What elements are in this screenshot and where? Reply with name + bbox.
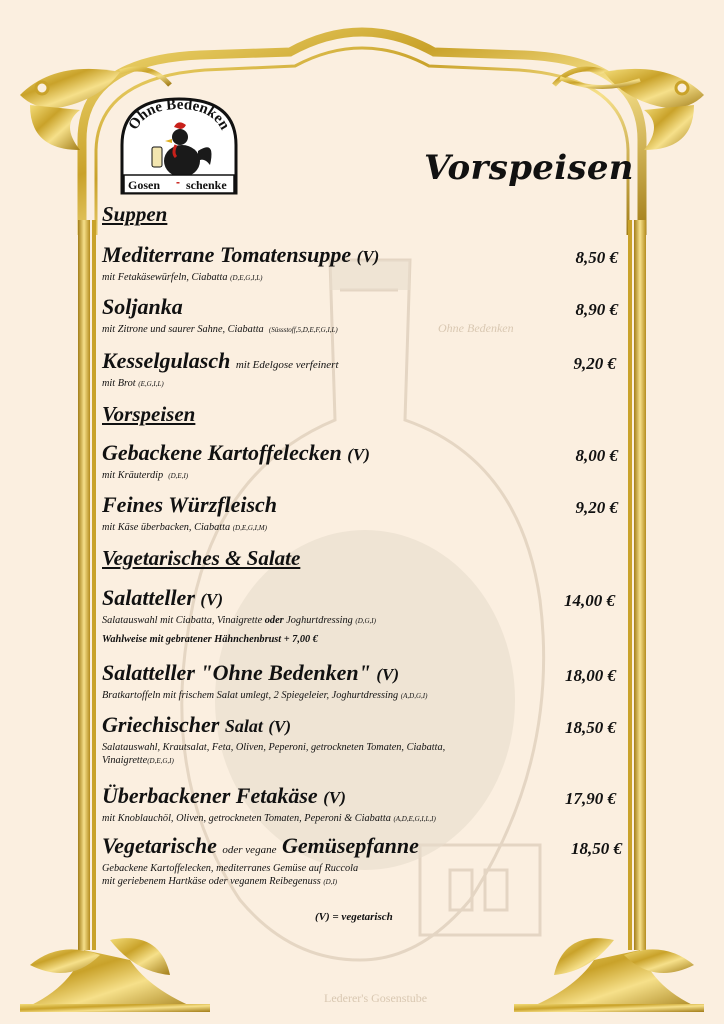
menu-item-price: 8,50 € xyxy=(575,248,618,267)
section-title-vegetarisches: Vegetarisches & Salate xyxy=(102,546,301,570)
menu-item-price: 9,20 € xyxy=(573,354,616,373)
menu-item-name: Überbackener Fetakäse (V) xyxy=(102,783,346,808)
menu-item-price: 9,20 € xyxy=(575,498,618,517)
svg-text:-: - xyxy=(176,175,180,189)
menu-item-name: Salatteller (V) xyxy=(102,585,224,610)
menu-item-name: Griechischer Salat (V) xyxy=(102,712,292,737)
menu-item-description: Salatauswahl, Krautsalat, Feta, Oliven, Peperoni, getrockneten Tomaten, Ciabatta, Vinaigrette(D,E,G,I) xyxy=(102,742,446,766)
menu-item-price: 18,00 € xyxy=(565,666,616,685)
menu-item-description: mit Brot (E,G,I,L) xyxy=(102,378,164,389)
logo-bottom-right: schenke xyxy=(186,178,227,192)
menu-item-name: Vegetarische oder vegane Gemüsepfanne xyxy=(102,833,419,858)
menu-item-name: Gebackene Kartoffelecken (V) xyxy=(102,440,370,465)
logo-bottom-left: Gosen xyxy=(128,178,161,192)
menu-item-price: 18,50 € xyxy=(571,839,622,858)
menu-item-name: Kesselgulasch mit Edelgose verfeinert xyxy=(102,348,339,373)
menu-item-description: mit Kräuterdip (D,E,I) xyxy=(102,470,189,481)
menu-item-extra-option: Wahlweise mit gebratener Hähnchenbrust + 7,00 € xyxy=(102,634,318,645)
menu-item-price: 8,00 € xyxy=(575,446,618,465)
menu-item-price: 14,00 € xyxy=(564,591,615,610)
menu-item-name: Mediterrane Tomatensuppe (V) xyxy=(102,242,380,267)
logo xyxy=(118,95,240,199)
section-title-suppen: Suppen xyxy=(102,202,168,226)
section-title-vorspeisen: Vorspeisen xyxy=(102,402,196,426)
vegetarian-legend: (V) = vegetarisch xyxy=(315,911,393,923)
page-title: Vorspeisen xyxy=(424,148,634,188)
menu-item-description: mit Knoblauchöl, Oliven, getrockneten Tomaten, Peperoni & Ciabatta (A,D,E,G,I,L,I) xyxy=(102,813,436,824)
menu-item-description: mit Zitrone und saurer Sahne, Ciabatta (Süssstoff,5,D,E,F,G,I,L) xyxy=(102,324,338,335)
logo-top-text: Ohne Bedenken xyxy=(125,96,233,133)
menu-item-price: 8,90 € xyxy=(575,300,618,319)
menu-item-name: Feines Würzfleisch xyxy=(102,492,278,517)
menu-item-description: mit Fetakäsewürfeln, Ciabatta (D,E,G,I,L) xyxy=(102,272,263,283)
menu-item-name: Soljanka xyxy=(102,294,183,319)
watermark-caption: Lederer's Gosenstube xyxy=(324,991,428,1005)
menu-item-description: Bratkartoffeln mit frischem Salat umlegt, 2 Spiegeleier, Joghurtdressing (A,D,G,I) xyxy=(102,690,428,701)
menu-item-price: 18,50 € xyxy=(565,718,616,737)
menu-item-description: Gebackene Kartoffelecken, mediterranes Gemüse auf Ruccola mit geriebenem Hartkäse oder veganem Reibegenuss (D,I) xyxy=(102,863,359,887)
menu-item-price: 17,90 € xyxy=(565,789,616,808)
menu-item-description: Salatauswahl mit Ciabatta, Vinaigrette oder Joghurtdressing (D,G,I) xyxy=(102,615,376,626)
menu-item-description: mit Käse überbacken, Ciabatta (D,E,G,I,M) xyxy=(102,522,267,533)
menu-item-name: Salatteller "Ohne Bedenken" (V) xyxy=(102,660,400,685)
watermark-bottle-text: Ohne Bedenken xyxy=(438,321,514,335)
